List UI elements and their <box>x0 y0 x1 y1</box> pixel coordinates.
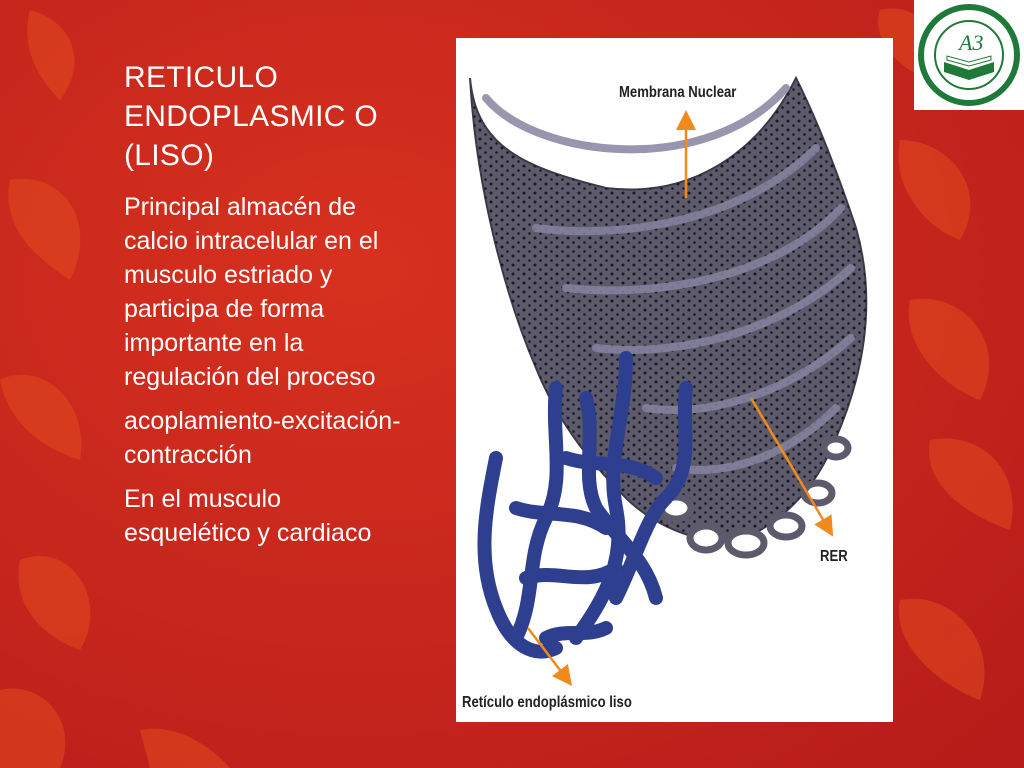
rough-er <box>470 78 866 555</box>
er-illustration <box>456 38 893 722</box>
body-paragraph: acoplamiento-excitación-contracción <box>124 407 401 469</box>
slide-body <box>124 190 414 560</box>
label-rer: RER <box>820 548 848 565</box>
label-ser: Retículo endoplásmico liso <box>462 694 632 711</box>
body-paragraph: Principal almacén de calcio intracelular en el musculo estriado y participa de forma importante en la regulación del proceso <box>124 193 379 391</box>
svg-text:A3: A3 <box>959 30 984 55</box>
body-paragraph: En el musculo esquelético y cardiaco <box>124 485 372 547</box>
slide-title: RETICULO ENDOPLASMIC O (LISO) <box>124 61 378 172</box>
school-logo <box>914 0 1024 110</box>
er-diagram <box>456 38 893 722</box>
label-nuclear-membrane: Membrana Nuclear <box>619 84 737 101</box>
